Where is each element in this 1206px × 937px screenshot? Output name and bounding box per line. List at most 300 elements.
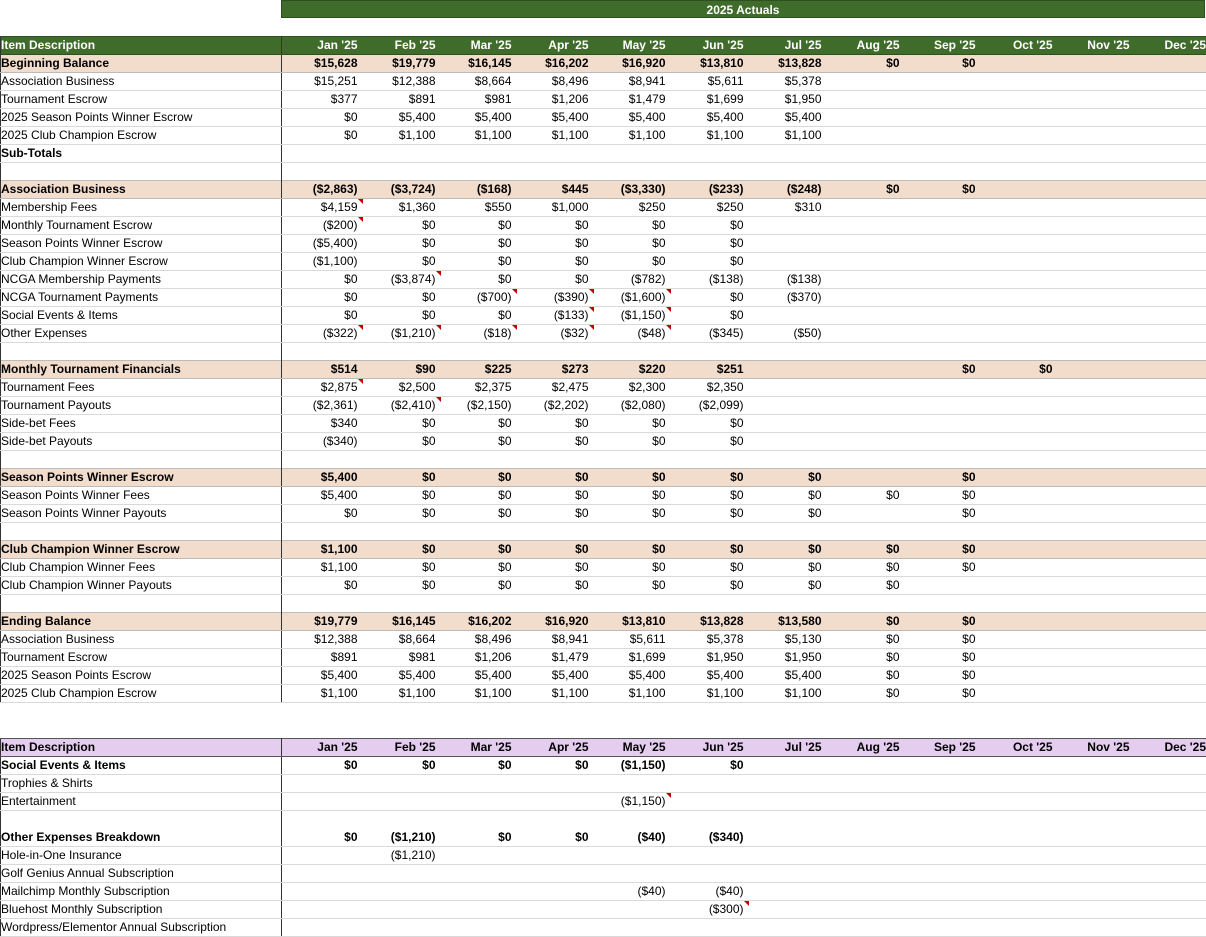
cell-value: $0 [886, 650, 900, 664]
cell-aug-25 [822, 847, 900, 865]
cell-aug-25 [822, 865, 900, 883]
cell-jan-25 [282, 649, 358, 667]
cell-value: $13,828 [778, 56, 822, 70]
cell-aug-25 [822, 91, 900, 109]
cell-dec-25 [1130, 307, 1206, 325]
cell-aug-25 [822, 397, 900, 415]
row-tournament-escrow [1, 91, 1206, 109]
row-label: Season Points Winner Payouts [1, 505, 282, 523]
cell-may-25 [589, 919, 666, 937]
cell-may-25 [589, 541, 666, 559]
cell-may-25 [589, 559, 666, 577]
cell-value: $0 [575, 542, 589, 556]
cell-nov-25 [1053, 235, 1130, 253]
row-2025-season-points-winner-escrow [1, 109, 1206, 127]
cell-value: $13,810 [700, 56, 744, 70]
cell-may-25 [589, 415, 666, 433]
cell-jan-25 [282, 757, 358, 775]
cell-value: $1,479 [628, 92, 666, 106]
cell-may-25 [589, 811, 666, 829]
cell-value: $0 [422, 218, 436, 232]
cell-may-25 [589, 523, 666, 541]
cell-value: $1,950 [784, 92, 822, 106]
cell-dec-25 [1130, 757, 1206, 775]
row-season-points-winner-escrow [1, 235, 1206, 253]
cell-oct-25 [976, 865, 1053, 883]
cell-sep-25 [900, 811, 976, 829]
cell-value: ($40) [637, 829, 666, 844]
cell-dec-25 [1130, 55, 1206, 73]
cell-aug-25 [822, 289, 900, 307]
cell-jun-25 [666, 523, 744, 541]
cell-value: $16,145 [392, 614, 436, 628]
cell-value: $0 [962, 560, 976, 574]
cell-value: $5,400 [628, 668, 666, 682]
cell-apr-25 [512, 775, 589, 793]
cell-jan-25 [282, 541, 358, 559]
cell-value: ($138) [786, 272, 822, 286]
cell-value: $5,400 [320, 488, 358, 502]
cell-aug-25 [822, 919, 900, 937]
cell-feb-25 [358, 577, 436, 595]
cell-value: $0 [730, 578, 744, 592]
cell-feb-25 [358, 847, 436, 865]
cell-value: $5,400 [320, 470, 358, 484]
cell-may-25 [589, 145, 666, 163]
cell-apr-25 [512, 811, 589, 829]
cell-mar-25 [436, 523, 512, 541]
cell-value: $0 [498, 236, 512, 250]
cell-mar-25 [436, 271, 512, 289]
cell-value: $250 [638, 200, 666, 214]
header-month-nov-25: Nov '25 [1053, 37, 1130, 55]
cell-sep-25 [900, 91, 976, 109]
cell-value: $1,100 [784, 686, 822, 700]
cell-nov-25 [1053, 883, 1130, 901]
cell-oct-25 [976, 271, 1053, 289]
header-month-jan-25: Jan '25 [282, 37, 358, 55]
row-mailchimp-monthly-subscription [1, 883, 1206, 901]
cell-sep-25 [900, 253, 976, 271]
header-month-oct-25: Oct '25 [976, 739, 1053, 757]
cell-feb-25 [358, 667, 436, 685]
cell-may-25 [589, 433, 666, 451]
cell-jan-25 [282, 91, 358, 109]
cell-sep-25 [900, 109, 976, 127]
cell-nov-25 [1053, 901, 1130, 919]
cell-value: ($1,100) [312, 254, 358, 268]
cell-apr-25 [512, 631, 589, 649]
cell-feb-25 [358, 361, 436, 379]
header-month-feb-25: Feb '25 [358, 739, 436, 757]
cell-value: $0 [575, 578, 589, 592]
row-club-champion-winner-escrow [1, 253, 1206, 271]
cell-apr-25 [512, 199, 589, 217]
cell-oct-25 [976, 469, 1053, 487]
cell-aug-25 [822, 307, 900, 325]
cell-dec-25 [1130, 397, 1206, 415]
cell-feb-25 [358, 469, 436, 487]
row-blank [1, 163, 1206, 181]
cell-value: ($300) [708, 902, 744, 916]
cell-sep-25 [900, 505, 976, 523]
row-club-champion-winner-payouts [1, 577, 1206, 595]
cell-sep-25 [900, 433, 976, 451]
cell-mar-25 [436, 541, 512, 559]
cell-nov-25 [1053, 559, 1130, 577]
cell-value: $19,779 [314, 614, 358, 628]
cell-value: $5,400 [398, 668, 436, 682]
cell-jun-25 [666, 55, 744, 73]
cell-jan-25 [282, 631, 358, 649]
cell-nov-25 [1053, 109, 1130, 127]
cell-jun-25 [666, 793, 744, 811]
cell-jul-25 [744, 433, 822, 451]
row-2025-club-champion-escrow [1, 127, 1206, 145]
cell-value: $1,950 [784, 650, 822, 664]
cell-jun-25 [666, 343, 744, 361]
cell-feb-25 [358, 73, 436, 91]
cell-value: $0 [652, 470, 666, 484]
cell-jun-25 [666, 847, 744, 865]
cell-apr-25 [512, 595, 589, 613]
cell-value: $1,100 [474, 128, 512, 142]
cell-value: $550 [484, 200, 512, 214]
cell-value: $0 [808, 470, 822, 484]
cell-value: $220 [638, 362, 666, 376]
cell-jan-25 [282, 181, 358, 199]
cell-value: $5,400 [474, 110, 512, 124]
cell-apr-25 [512, 271, 589, 289]
cell-jul-25 [744, 199, 822, 217]
cell-may-25 [589, 253, 666, 271]
cell-sep-25 [900, 235, 976, 253]
cell-dec-25 [1130, 595, 1206, 613]
cell-nov-25 [1053, 433, 1130, 451]
cell-value: ($3,874) [390, 272, 436, 286]
cell-value: $0 [730, 308, 744, 322]
cell-feb-25 [358, 649, 436, 667]
cell-aug-25 [822, 199, 900, 217]
cell-dec-25 [1130, 91, 1206, 109]
cell-mar-25 [436, 163, 512, 181]
cell-mar-25 [436, 217, 512, 235]
cell-apr-25 [512, 325, 589, 343]
cell-nov-25 [1053, 667, 1130, 685]
cell-value: ($1,210) [390, 848, 436, 862]
cell-may-25 [589, 343, 666, 361]
cell-value: $16,202 [545, 56, 589, 70]
cell-value: $0 [575, 272, 589, 286]
cell-jun-25 [666, 901, 744, 919]
cell-aug-25 [822, 541, 900, 559]
row-label: Golf Genius Annual Subscription [1, 865, 282, 883]
cell-jun-25 [666, 217, 744, 235]
row-association-business [1, 73, 1206, 91]
cell-value: $0 [808, 506, 822, 520]
cell-sep-25 [900, 649, 976, 667]
cell-value: $16,202 [468, 614, 512, 628]
cell-value: $981 [484, 92, 512, 106]
row-label: Monthly Tournament Escrow [1, 217, 282, 235]
cell-sep-25 [900, 271, 976, 289]
row-label: 2025 Club Champion Escrow [1, 127, 282, 145]
cell-apr-25 [512, 379, 589, 397]
row-label: NCGA Tournament Payments [1, 289, 282, 307]
cell-jul-25 [744, 307, 822, 325]
cell-nov-25 [1053, 55, 1130, 73]
cell-value: $1,100 [628, 686, 666, 700]
cell-dec-25 [1130, 127, 1206, 145]
cell-value: $90 [415, 362, 436, 376]
cell-mar-25 [436, 415, 512, 433]
cell-mar-25 [436, 865, 512, 883]
row-season-points-winner-escrow [1, 469, 1206, 487]
cell-oct-25 [976, 235, 1053, 253]
row-other-expenses [1, 325, 1206, 343]
cell-value: $0 [498, 272, 512, 286]
cell-jan-25 [282, 379, 358, 397]
cell-feb-25 [358, 559, 436, 577]
cell-nov-25 [1053, 631, 1130, 649]
cell-value: $891 [408, 92, 436, 106]
cell-mar-25 [436, 829, 512, 847]
row-label [1, 451, 282, 469]
row-trophies-shirts [1, 775, 1206, 793]
cell-dec-25 [1130, 235, 1206, 253]
cell-mar-25 [436, 667, 512, 685]
row-social-events-items [1, 757, 1206, 775]
cell-sep-25 [900, 469, 976, 487]
cell-jan-25 [282, 901, 358, 919]
cell-value: ($782) [630, 272, 666, 286]
cell-mar-25 [436, 307, 512, 325]
cell-jan-25 [282, 469, 358, 487]
cell-value: $0 [962, 614, 976, 628]
cell-mar-25 [436, 883, 512, 901]
cell-may-25 [589, 199, 666, 217]
cell-value: $1,100 [474, 686, 512, 700]
cell-value: $0 [498, 416, 512, 430]
cell-value: $0 [575, 829, 589, 844]
cell-jun-25 [666, 145, 744, 163]
cell-value: $2,875 [320, 380, 358, 394]
cell-value: $8,496 [474, 632, 512, 646]
cell-apr-25 [512, 109, 589, 127]
cell-nov-25 [1053, 343, 1130, 361]
cell-jan-25 [282, 73, 358, 91]
cell-value: $0 [652, 578, 666, 592]
cell-jun-25 [666, 433, 744, 451]
cell-value: $5,400 [706, 110, 744, 124]
cell-aug-25 [822, 361, 900, 379]
cell-jul-25 [744, 847, 822, 865]
actuals-table [0, 36, 1206, 703]
cell-mar-25 [436, 127, 512, 145]
cell-value: $0 [422, 578, 436, 592]
cell-aug-25 [822, 487, 900, 505]
cell-mar-25 [436, 325, 512, 343]
cell-dec-25 [1130, 73, 1206, 91]
header-month-dec-25: Dec '25 [1130, 739, 1206, 757]
row-label: Association Business [1, 73, 282, 91]
cell-nov-25 [1053, 217, 1130, 235]
row-label: Entertainment [1, 793, 282, 811]
cell-value: $0 [652, 254, 666, 268]
cell-dec-25 [1130, 667, 1206, 685]
cell-aug-25 [822, 181, 900, 199]
cell-value: $0 [962, 668, 976, 682]
cell-value: $5,400 [398, 110, 436, 124]
cell-dec-25 [1130, 901, 1206, 919]
cell-value: $1,699 [706, 92, 744, 106]
cell-value: ($40) [637, 884, 666, 898]
cell-value: $1,360 [398, 200, 436, 214]
cell-value: $0 [498, 506, 512, 520]
cell-value: $0 [886, 614, 900, 628]
cell-may-25 [589, 181, 666, 199]
cell-oct-25 [976, 829, 1053, 847]
cell-value: $225 [484, 362, 512, 376]
cell-mar-25 [436, 757, 512, 775]
cell-value: $1,100 [320, 560, 358, 574]
row-label: 2025 Club Champion Escrow [1, 685, 282, 703]
cell-may-25 [589, 109, 666, 127]
cell-jul-25 [744, 577, 822, 595]
cell-sep-25 [900, 379, 976, 397]
row-label: Association Business [1, 181, 282, 199]
cell-jul-25 [744, 469, 822, 487]
cell-aug-25 [822, 235, 900, 253]
cell-value: ($2,361) [312, 398, 358, 412]
cell-jan-25 [282, 307, 358, 325]
cell-may-25 [589, 127, 666, 145]
cell-apr-25 [512, 847, 589, 865]
cell-may-25 [589, 469, 666, 487]
row-label: Association Business [1, 631, 282, 649]
cell-value: ($248) [786, 182, 822, 196]
cell-value: $0 [962, 488, 976, 502]
cell-mar-25 [436, 901, 512, 919]
row-label: 2025 Season Points Escrow [1, 667, 282, 685]
cell-sep-25 [900, 181, 976, 199]
cell-value: $5,400 [474, 668, 512, 682]
cell-value: $5,130 [784, 632, 822, 646]
cell-aug-25 [822, 829, 900, 847]
row-2025-season-points-escrow [1, 667, 1206, 685]
cell-sep-25 [900, 217, 976, 235]
cell-apr-25 [512, 73, 589, 91]
cell-value: $5,378 [784, 74, 822, 88]
cell-value: $5,400 [784, 110, 822, 124]
cell-apr-25 [512, 91, 589, 109]
cell-aug-25 [822, 613, 900, 631]
row-side-bet-payouts [1, 433, 1206, 451]
cell-value: $8,664 [474, 74, 512, 88]
cell-feb-25 [358, 505, 436, 523]
cell-oct-25 [976, 433, 1053, 451]
cell-value: ($370) [786, 290, 822, 304]
cell-jun-25 [666, 829, 744, 847]
cell-mar-25 [436, 235, 512, 253]
cell-value: $0 [886, 542, 900, 556]
cell-jan-25 [282, 865, 358, 883]
cell-dec-25 [1130, 775, 1206, 793]
cell-value: $0 [498, 829, 512, 844]
cell-nov-25 [1053, 145, 1130, 163]
cell-feb-25 [358, 253, 436, 271]
cell-value: $1,699 [628, 650, 666, 664]
cell-may-25 [589, 163, 666, 181]
cell-value: $0 [652, 218, 666, 232]
cell-aug-25 [822, 271, 900, 289]
cell-value: $5,611 [707, 74, 744, 88]
cell-value: ($200) [322, 218, 358, 232]
row-label: Membership Fees [1, 199, 282, 217]
cell-value: $8,941 [551, 632, 589, 646]
cell-sep-25 [900, 523, 976, 541]
cell-sep-25 [900, 577, 976, 595]
cell-jul-25 [744, 253, 822, 271]
cell-value: $0 [962, 362, 976, 376]
header-item-description: Item Description [1, 37, 282, 55]
cell-jan-25 [282, 55, 358, 73]
cell-jan-25 [282, 613, 358, 631]
cell-oct-25 [976, 901, 1053, 919]
cell-sep-25 [900, 127, 976, 145]
row-hole-in-one-insurance [1, 847, 1206, 865]
cell-nov-25 [1053, 379, 1130, 397]
cell-sep-25 [900, 793, 976, 811]
cell-value: $0 [730, 416, 744, 430]
row-membership-fees [1, 199, 1206, 217]
cell-value: $0 [730, 470, 744, 484]
cell-feb-25 [358, 631, 436, 649]
cell-nov-25 [1053, 469, 1130, 487]
cell-oct-25 [976, 73, 1053, 91]
cell-value: $0 [730, 236, 744, 250]
cell-aug-25 [822, 685, 900, 703]
cell-jul-25 [744, 595, 822, 613]
cell-oct-25 [976, 541, 1053, 559]
cell-value: ($1,150) [620, 308, 666, 322]
cell-value: $5,400 [551, 110, 589, 124]
cell-value: $340 [330, 416, 358, 430]
cell-jun-25 [666, 541, 744, 559]
cell-jan-25 [282, 505, 358, 523]
cell-feb-25 [358, 685, 436, 703]
cell-oct-25 [976, 451, 1053, 469]
row-label: Bluehost Monthly Subscription [1, 901, 282, 919]
cell-value: $0 [344, 578, 358, 592]
cell-oct-25 [976, 613, 1053, 631]
cell-value: $16,920 [545, 614, 589, 628]
cell-value: $0 [962, 182, 976, 196]
cell-jun-25 [666, 379, 744, 397]
cell-nov-25 [1053, 163, 1130, 181]
cell-value: ($32) [560, 326, 589, 340]
cell-dec-25 [1130, 181, 1206, 199]
cell-feb-25 [358, 307, 436, 325]
row-season-points-winner-fees [1, 487, 1206, 505]
cell-nov-25 [1053, 541, 1130, 559]
cell-value: $0 [962, 506, 976, 520]
cell-mar-25 [436, 91, 512, 109]
cell-nov-25 [1053, 361, 1130, 379]
cell-sep-25 [900, 163, 976, 181]
cell-jan-25 [282, 775, 358, 793]
cell-sep-25 [900, 415, 976, 433]
